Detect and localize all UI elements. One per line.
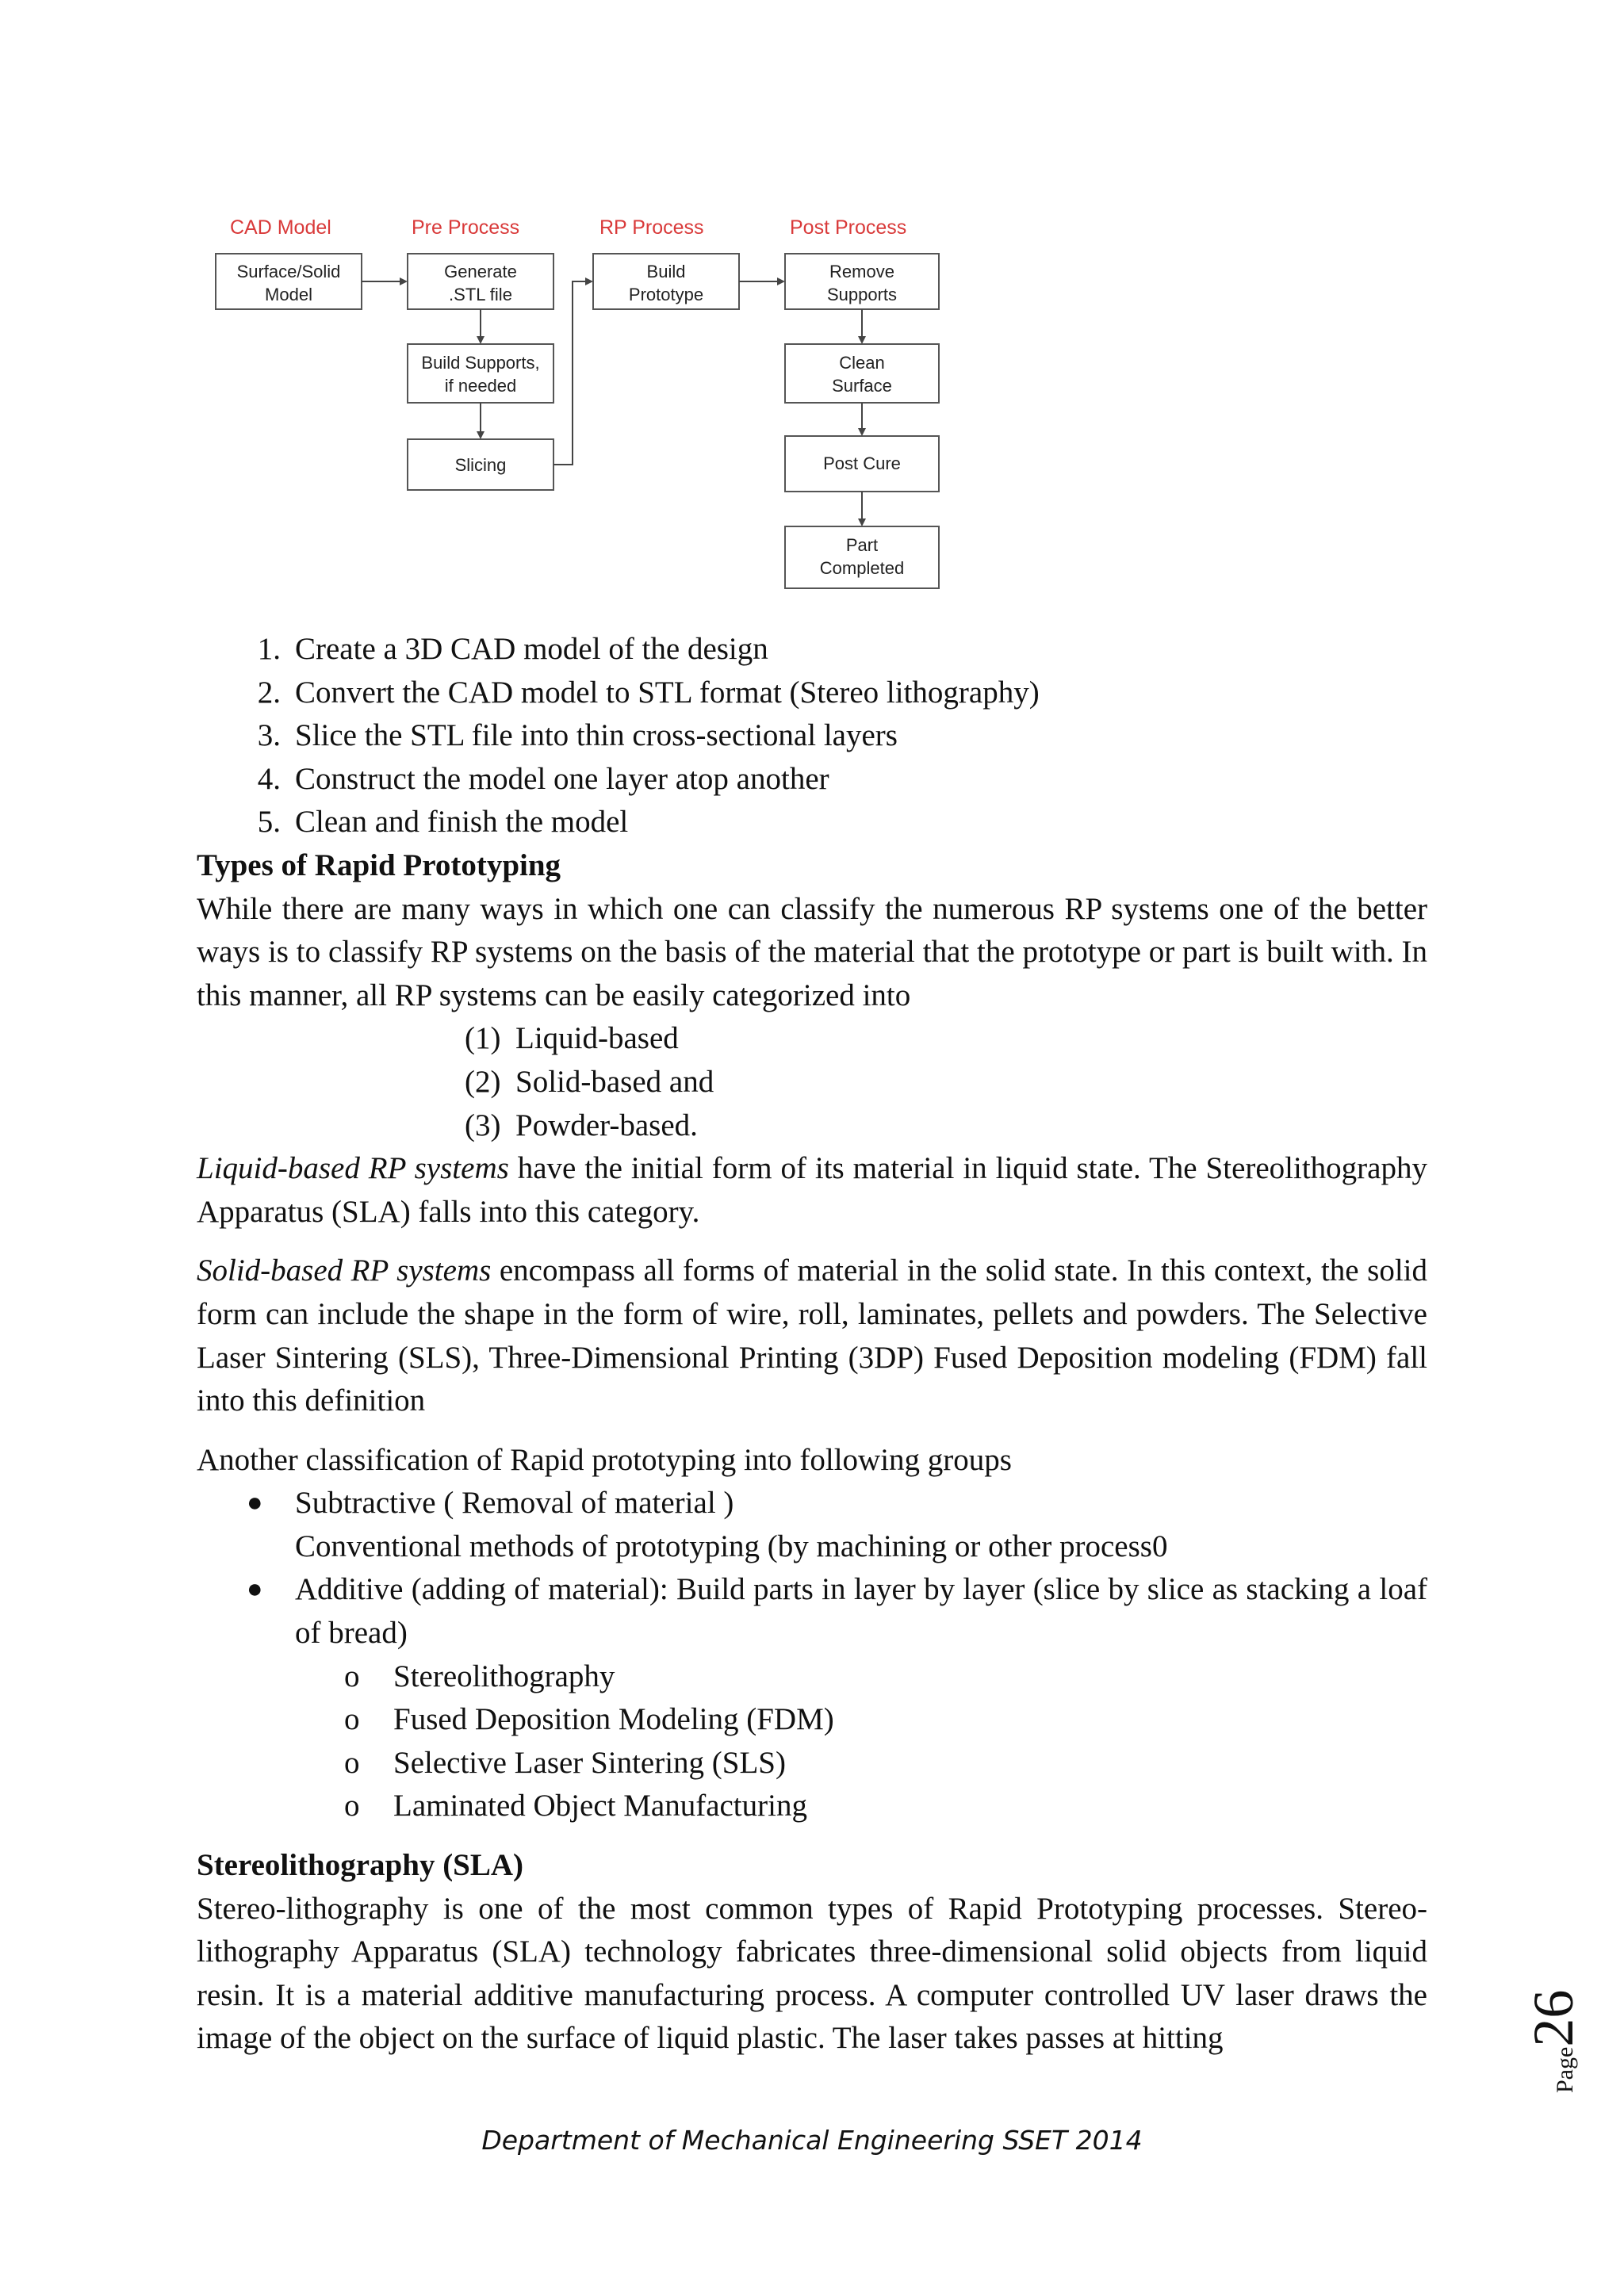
step-text: Create a 3D CAD model of the design [295, 632, 768, 666]
flow-chart [195, 205, 956, 601]
box-clean-surface-line2: Surface [832, 376, 892, 396]
list-item [197, 672, 1427, 715]
header-rp-process: RP Process [599, 216, 704, 239]
sla-heading: Stereolithography (SLA) [197, 1848, 524, 1883]
list-item [197, 1017, 1427, 1061]
list-item [197, 1742, 1427, 1785]
category-number: (1) [465, 1021, 501, 1056]
bullet-icon: ● [247, 1488, 263, 1518]
subtractive-description: Conventional methods of prototyping (by machining or other process0 [295, 1529, 1168, 1563]
types-intro-paragraph: While there are many ways in which one can classify the numerous RP systems one of the better ways is to classify RP systems on the basis of the material that the prototype or part is built with. In this manner, all RP systems can be easily categorized into [197, 891, 1427, 1012]
method-text: Stereolithography [393, 1659, 615, 1693]
box-part-completed-line1: Part [845, 535, 879, 555]
step-text: Construct the model one layer atop another [295, 761, 829, 796]
step-text: Convert the CAD model to STL format (Stereo lithography) [295, 675, 1040, 710]
box-slicing-label: Slicing [454, 455, 507, 475]
process-steps-list [197, 628, 1427, 844]
page-number-value: 26 [1522, 1989, 1585, 2047]
page-content [197, 628, 1427, 2061]
category-text: Powder-based. [515, 1108, 698, 1142]
process-flow-diagram [195, 205, 956, 601]
header-pre-process: Pre Process [412, 216, 520, 239]
step-text: Slice the STL file into thin cross-sectional layers [295, 718, 898, 753]
page-label: Page [1552, 2046, 1578, 2093]
box-build-prototype-line2: Prototype [628, 285, 704, 304]
circle-bullet-icon: o [344, 1659, 360, 1693]
page-footer: Department of Mechanical Engineering SSET 2014 [481, 2125, 1143, 2156]
list-item [197, 758, 1427, 802]
classification-groups-list [197, 1482, 1427, 1655]
solid-based-term: Solid-based RP systems [197, 1253, 492, 1288]
method-text: Selective Laser Sintering (SLS) [393, 1745, 786, 1780]
liquid-based-text: have the initial form of its material in liquid state. The Stereolithography Apparatus (SLA) falls into this category. [197, 1151, 1427, 1229]
list-item-additive [197, 1568, 1427, 1655]
header-post-process: Post Process [790, 216, 907, 239]
category-text: Liquid-based [515, 1021, 679, 1056]
box-remove-supports-line1: Remove [829, 262, 894, 281]
category-text: Solid-based and [515, 1064, 714, 1099]
solid-based-paragraph [197, 1249, 1427, 1422]
liquid-based-paragraph [197, 1147, 1427, 1234]
circle-bullet-icon: o [344, 1702, 360, 1737]
box-build-supports-line2: if needed [444, 376, 517, 396]
subtractive-title: Subtractive ( Removal of material ) [295, 1486, 734, 1521]
list-item [197, 1061, 1427, 1104]
category-number: (2) [465, 1064, 501, 1099]
step-number: 4. [257, 761, 281, 796]
page-number-rotated [1521, 1990, 1587, 2093]
step-number: 2. [257, 675, 281, 710]
sla-paragraph: Stereo-lithography is one of the most common types of Rapid Prototyping processes. Stereo-lithography Apparatus (SLA) technology fabricates three-dimensional solid objects from liquid resin. It is a material additive manufacturing process. A computer controlled UV laser draws the image of the object on the surface of liquid plastic. The laser takes passes at hitting [197, 1891, 1427, 2056]
method-text: Laminated Object Manufacturing [393, 1789, 807, 1823]
box-clean-surface-line1: Clean [839, 353, 885, 373]
circle-bullet-icon: o [344, 1789, 360, 1823]
box-surface-solid-line1: Surface/Solid [236, 262, 341, 281]
list-item [197, 628, 1427, 672]
list-item [197, 1655, 1427, 1699]
box-remove-supports-line2: Supports [826, 285, 898, 304]
box-generate-stl-line2: .STL file [449, 285, 512, 304]
list-item [197, 1698, 1427, 1742]
bullet-icon: ● [247, 1575, 263, 1605]
page-number [1507, 1966, 1586, 2093]
method-text: Fused Deposition Modeling (FDM) [393, 1702, 834, 1737]
list-item-subtractive [197, 1482, 1427, 1568]
list-item [197, 1104, 1427, 1148]
liquid-based-term: Liquid-based RP systems [197, 1151, 509, 1186]
solid-based-text: encompass all forms of material in the solid state. In this context, the solid form can include the shape in the form of wire, roll, laminates, pellets and powders. The Selective Laser Sintering (SLS), Three-Dimensional Printing (3DP) Fused Deposition modeling (FDM) fall into this definition [197, 1253, 1427, 1418]
step-number: 5. [257, 805, 281, 840]
step-number: 1. [257, 632, 281, 666]
box-part-completed-line2: Completed [819, 558, 905, 578]
box-post-cure-label: Post Cure [823, 453, 901, 473]
additive-title: Additive (adding of material): Build parts in layer by layer (slice by slice as stacking a loaf of bread) [295, 1572, 1427, 1651]
additive-methods-list [197, 1655, 1427, 1828]
circle-bullet-icon: o [344, 1745, 360, 1780]
box-surface-solid-line2: Model [265, 285, 312, 304]
list-item [197, 801, 1427, 844]
types-heading: Types of Rapid Prototyping [197, 848, 561, 882]
list-item [197, 1785, 1427, 1828]
category-number: (3) [465, 1108, 501, 1142]
box-build-prototype-line1: Build [646, 262, 686, 281]
step-number: 3. [257, 718, 281, 753]
box-generate-stl-line1: Generate [444, 262, 517, 281]
another-classification-paragraph: Another classification of Rapid prototyping into following groups [197, 1442, 1012, 1477]
rp-categories-list [197, 1017, 1427, 1147]
list-item [197, 714, 1427, 758]
box-build-supports-line1: Build Supports, [421, 353, 540, 373]
step-text: Clean and finish the model [295, 805, 629, 840]
header-cad-model: CAD Model [230, 216, 331, 239]
